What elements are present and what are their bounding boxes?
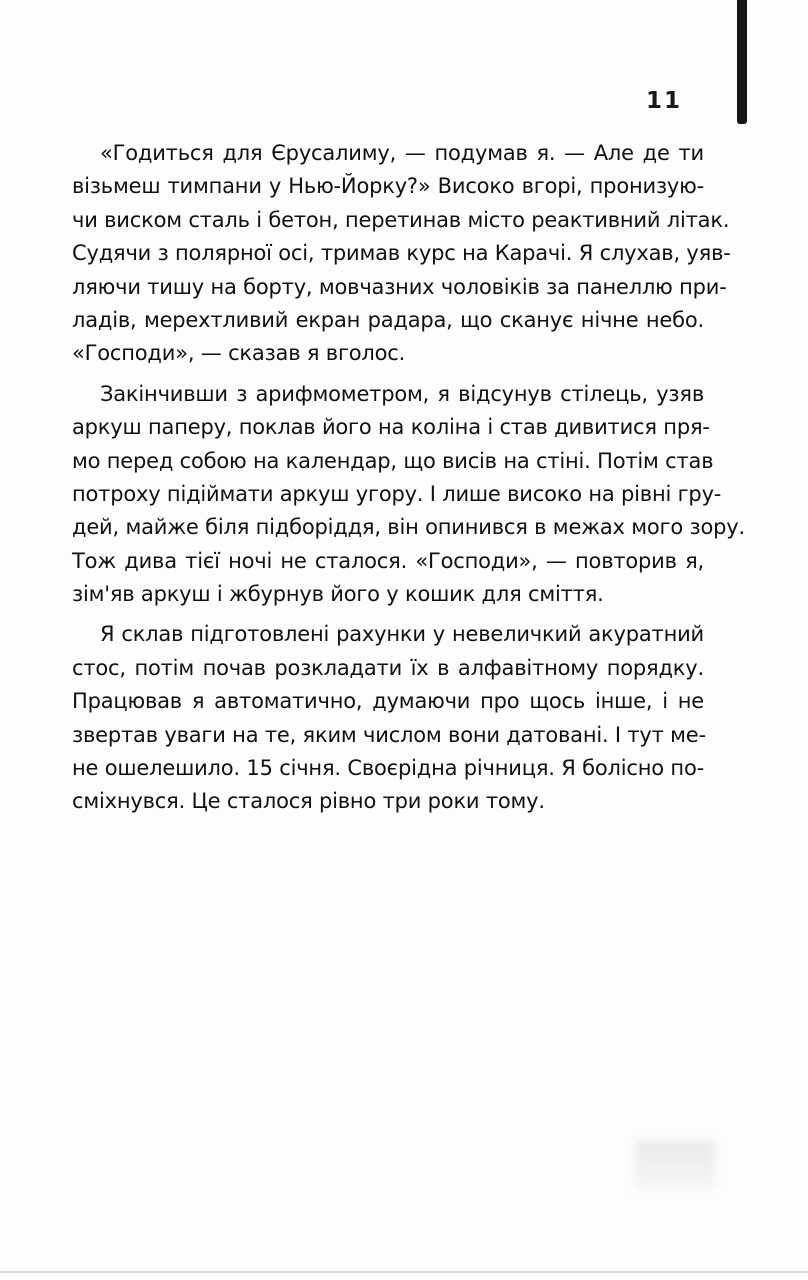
text-line: потроху підіймати аркуш угору. І лише високо на рівні гру- [72,481,722,506]
page-bottom-edge [0,1271,808,1273]
text-line: чи виском сталь і бетон, перетинав місто реактивний літак. [72,207,730,232]
text-line: дей, майже біля підборіддя, він опинився в межах мого зору. [72,515,745,540]
text-line: візьмеш тимпани у Нью-Йорку?» Високо вгорі, пронизую- [72,174,704,199]
text-line: Тож дива тієї ночі не сталося. «Господи», — повторив я, [72,548,704,573]
text-line: не ошелешило. 15 січня. Своєрідна річниця. Я болісно по- [72,756,704,781]
text-line: сміхнувся. Це сталося рівно три роки тому. [72,789,545,814]
text-line: Я склав підготовлені рахунки у невеличкий акуратний [100,622,704,647]
paragraph-1 [72,137,731,371]
page-number: 11 [646,88,683,114]
text-line: Судячи з полярної осі, тримав курс на Карачі. Я слухав, уяв- [72,241,731,266]
text-line: зім'яв аркуш і жбурнув його у кошик для сміття. [72,582,604,607]
text-line: ладів, мерехтливий екран радара, що сканує нічне небо. [72,307,704,332]
paragraph-2 [72,378,745,612]
text-line: мо перед собою на календар, що висів на стіні. Потім став [72,448,714,473]
page-edge-mark [737,0,747,124]
text-line: «Годиться для Єрусалиму, — подумав я. — Але де ти [100,141,704,165]
paragraph-3 [72,618,704,818]
text-line: Працював я автоматично, думаючи про щось інше, і не [72,689,704,714]
text-line: аркуш паперу, поклав його на коліна і став дивитися пря- [72,415,710,440]
text-line: Закінчивши з арифмометром, я відсунув стілець, узяв [100,381,704,406]
text-line: звертав уваги на те, яким числом вони датовані. І тут ме- [72,722,706,747]
text-line: «Господи», — сказав я вголос. [72,341,406,366]
scan-smudge [635,1141,715,1189]
text-line: стос, потім почав розкладати їх в алфавітному порядку. [72,655,704,680]
text-line: ляючи тишу на борту, мовчазних чоловіків за панеллю при- [72,274,727,299]
body-text [72,137,745,819]
